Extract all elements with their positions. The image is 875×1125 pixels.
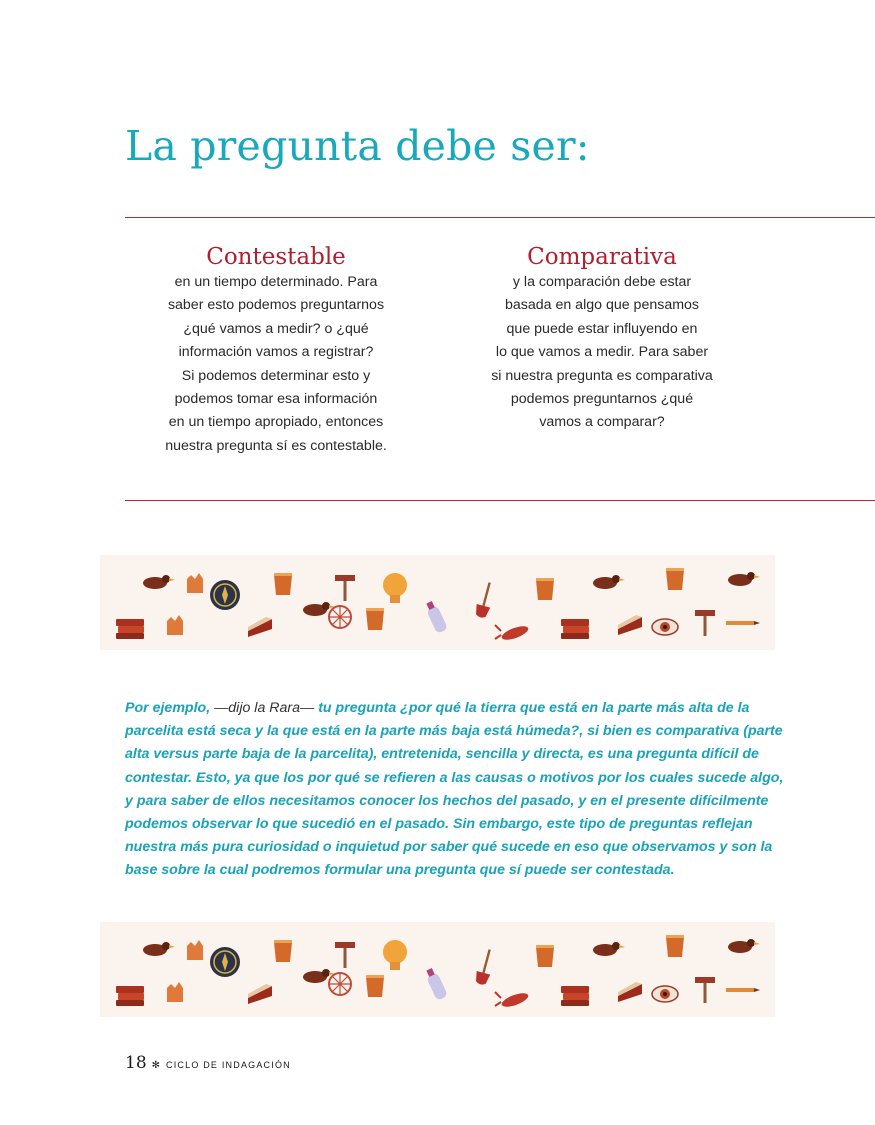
text-line: en un tiempo apropiado, entonces xyxy=(168,414,384,431)
paragraph-line: y para saber de ellos necesitamos conocer los hechos del pasado, y en el presente difícilmente xyxy=(125,792,769,809)
text-line: podemos tomar esa información xyxy=(174,391,378,408)
page-footer xyxy=(125,1053,291,1073)
cup-icon xyxy=(366,975,384,997)
hammer-icon xyxy=(695,977,715,1003)
paragraph-line-1-end: tu pregunta ¿por qué la tierra que está en la parte más alta de la xyxy=(318,700,750,716)
cup-icon xyxy=(666,935,684,957)
text-line: saber esto podemos preguntarnos xyxy=(167,297,385,314)
text-line: y la comparación debe estar xyxy=(512,274,692,290)
books-icon xyxy=(116,986,144,1006)
books-icon xyxy=(116,619,144,639)
paragraph-attribution: —dijo la Rara— xyxy=(210,700,319,716)
contestable-heading: Contestable xyxy=(206,244,346,270)
comparativa-heading: Comparativa xyxy=(527,244,677,270)
paragraph-line: podemos observar lo que sucedió en el pasado. Sin embargo, este tipo de preguntas reflejan xyxy=(125,816,753,833)
eye-icon xyxy=(652,986,678,1002)
illustration-band-bottom xyxy=(100,922,775,1017)
paragraph-line: parcelita está seca y la que está en la parte más baja está húmeda?, si bien es comparativa (parte xyxy=(125,723,783,740)
cup-icon xyxy=(666,568,684,590)
bird-icon xyxy=(728,572,760,586)
illustration-band-top xyxy=(100,555,775,650)
text-line: Si podemos determinar esto y xyxy=(181,367,371,384)
bird-icon xyxy=(143,575,175,589)
bottle-icon xyxy=(426,968,448,1001)
glove-icon xyxy=(167,982,183,1002)
text-line: lo que vamos a medir. Para saber xyxy=(495,344,709,361)
glove-icon xyxy=(167,615,183,635)
cup-icon xyxy=(274,573,292,595)
illustration-strip xyxy=(100,922,775,1017)
comparativa-text xyxy=(478,271,726,435)
paragraph-line: base sobre la cual podremos formular una pregunta que sí puede ser contestada. xyxy=(125,862,675,879)
paragraph-line: alta versus parte baja de la parcelita), entretenida, sencilla y directa, es una pregunta difícil de xyxy=(125,746,759,763)
text-line: podemos preguntarnos ¿qué xyxy=(510,391,694,408)
head-icon xyxy=(383,940,407,970)
hammer-icon xyxy=(335,575,355,601)
lobster-icon xyxy=(495,624,530,643)
comparativa-column xyxy=(478,243,726,435)
top-divider xyxy=(125,217,875,218)
text-line: si nuestra pregunta es comparativa xyxy=(491,367,713,384)
glove-icon xyxy=(187,940,203,960)
hammer-icon xyxy=(695,610,715,636)
head-icon xyxy=(383,573,407,603)
shovel-icon xyxy=(474,949,491,986)
cup-icon xyxy=(536,945,554,967)
bird-icon xyxy=(593,575,625,589)
text-line: información vamos a registrar? xyxy=(178,344,374,361)
cake-icon xyxy=(248,617,272,637)
cake-icon xyxy=(248,984,272,1004)
bottle-icon xyxy=(426,601,448,634)
cup-icon xyxy=(366,608,384,630)
text-line: que puede estar influyendo en xyxy=(506,320,698,337)
contestable-column xyxy=(150,243,402,458)
shovel-icon xyxy=(474,582,491,619)
section-name: CICLO DE INDAGACIÓN xyxy=(166,1060,291,1070)
paragraph-line: nuestra más pura curiosidad o inquietud por saber qué sucede en eso que observamos y son la xyxy=(125,839,773,856)
bottom-divider xyxy=(125,500,875,501)
books-icon xyxy=(561,986,589,1006)
example-paragraph xyxy=(125,697,784,883)
cake-icon xyxy=(618,615,642,635)
text-line: nuestra pregunta sí es contestable. xyxy=(165,437,387,454)
cake-icon xyxy=(618,982,642,1002)
bird-icon xyxy=(593,942,625,956)
text-line: vamos a comparar? xyxy=(539,414,665,431)
page-number: 18 xyxy=(125,1053,147,1073)
paragraph-line: contestar. Esto, ya que los por qué se refieren a las causas o motivos por los cuales sucede algo, xyxy=(125,769,784,786)
illustration-strip xyxy=(100,555,775,650)
lobster-icon xyxy=(495,991,530,1010)
glove-icon xyxy=(187,573,203,593)
contestable-text xyxy=(150,271,402,458)
paragraph-line xyxy=(125,697,750,720)
wheel-icon xyxy=(329,606,351,628)
compass-icon xyxy=(210,947,240,977)
cup-icon xyxy=(274,940,292,962)
compass-icon xyxy=(210,580,240,610)
bird-icon xyxy=(728,939,760,953)
bird-icon xyxy=(143,942,175,956)
text-line: basada en algo que pensamos xyxy=(504,297,700,314)
cup-icon xyxy=(536,578,554,600)
books-icon xyxy=(561,619,589,639)
paragraph-lead: Por ejemplo, xyxy=(125,700,211,716)
pencil-icon xyxy=(726,621,760,625)
text-line: en un tiempo determinado. Para xyxy=(174,274,378,290)
hammer-icon xyxy=(335,942,355,968)
text-line: ¿qué vamos a medir? o ¿qué xyxy=(183,320,369,337)
wheel-icon xyxy=(329,973,351,995)
page-title: La pregunta debe ser: xyxy=(125,122,590,170)
eye-icon xyxy=(652,619,678,635)
separator-icon: ✻ xyxy=(151,1060,161,1071)
pencil-icon xyxy=(726,988,760,992)
